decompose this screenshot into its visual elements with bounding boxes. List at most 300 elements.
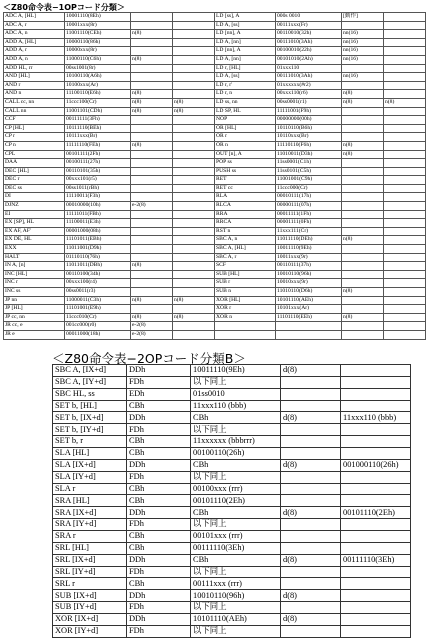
- table-cell: [281, 436, 341, 448]
- table-cell: 00101110(2Eh): [191, 495, 281, 507]
- table-cell: [384, 262, 426, 271]
- table1-row: [4, 279, 426, 288]
- table-cell: NOP: [215, 116, 276, 125]
- table-cell: SLA [HL]: [53, 448, 127, 460]
- table-cell: [276, 322, 342, 331]
- table-cell: 11011001(D9h): [65, 245, 131, 254]
- table-cell: [342, 270, 384, 279]
- table-cell: [131, 279, 173, 288]
- table-cell: [173, 288, 215, 297]
- table-cell: 11xxx111(Cr): [276, 227, 342, 236]
- table-cell: RET cc: [215, 184, 276, 193]
- table-cell: [384, 141, 426, 150]
- table-cell: 10010110(96h): [276, 270, 342, 279]
- table-cell: [281, 625, 341, 637]
- table-cell: [173, 90, 215, 99]
- table2-row: [53, 614, 411, 626]
- table1-row: [4, 133, 426, 142]
- table-cell: 11101001(E9h): [65, 305, 131, 314]
- table-cell: [173, 30, 215, 39]
- table-cell: OR n: [215, 141, 276, 150]
- table-cell: [384, 270, 426, 279]
- table-cell: SET b, [IX+d]: [53, 412, 127, 424]
- table-cell: n(8): [342, 90, 384, 99]
- table-cell: [173, 150, 215, 159]
- table-cell: [342, 245, 384, 254]
- table-cell: SET b, [IY+d]: [53, 424, 127, 436]
- table-cell: [276, 330, 342, 339]
- table-cell: [384, 21, 426, 30]
- table1-title: ＜Z80命令表−1OPコード分類＞: [3, 3, 125, 12]
- table-cell: ADD A, [HL]: [4, 38, 65, 47]
- table-cell: [131, 193, 173, 202]
- table-cell: 11001001(C9h): [276, 176, 342, 185]
- table-cell: CBh: [127, 495, 191, 507]
- table-cell: [342, 184, 384, 193]
- table-cell: [173, 270, 215, 279]
- table-cell: 11110011(F3h): [65, 193, 131, 202]
- table1-row: [4, 159, 426, 168]
- table-cell: 00xxx100(r4): [65, 279, 131, 288]
- table-cell: [131, 253, 173, 262]
- table-cell: CBh: [191, 459, 281, 471]
- table-cell: [342, 322, 384, 331]
- table-cell: SRL r: [53, 578, 127, 590]
- table-cell: [342, 124, 384, 133]
- table-cell: [281, 376, 341, 388]
- table-cell: SBC A, [IY+d]: [53, 376, 127, 388]
- table-cell: FDh: [127, 376, 191, 388]
- table-cell: DDh: [127, 554, 191, 566]
- table2-row: [53, 495, 411, 507]
- table1-row: [4, 262, 426, 271]
- table-cell: [342, 107, 384, 116]
- table-cell: 11101110(EEh): [276, 313, 342, 322]
- table-cell: 11100011(E3h): [65, 219, 131, 228]
- table-cell: HALT: [4, 253, 65, 262]
- table-cell: 01110110(76h): [65, 253, 131, 262]
- table-cell: RRA: [215, 210, 276, 219]
- table2-row: [53, 578, 411, 590]
- table-cell: [384, 159, 426, 168]
- table-cell: SUB [HL]: [215, 270, 276, 279]
- table-cell: SLA r: [53, 483, 127, 495]
- table-cell: LD [nn], A: [215, 47, 276, 56]
- table-cell: CBh: [191, 412, 281, 424]
- table-cell: SRA [HL]: [53, 495, 127, 507]
- table-cell: 01xxxxxx(#r2): [276, 81, 342, 90]
- table-cell: CBh: [127, 400, 191, 412]
- table-cell: AND r: [4, 81, 65, 90]
- table-cell: SRL [IY+d]: [53, 566, 127, 578]
- table-cell: [173, 64, 215, 73]
- table-cell: n(8): [131, 296, 173, 305]
- table-cell: [131, 184, 173, 193]
- table-cell: 10011xxx(9r): [276, 253, 342, 262]
- table1-row: [4, 116, 426, 125]
- table-cell: SBC HL, ss: [53, 388, 127, 400]
- table-cell: 00101010(2Ah): [276, 55, 342, 64]
- table-cell: CBh: [127, 542, 191, 554]
- table-cell: [384, 176, 426, 185]
- table-cell: ADD HL, rr: [4, 64, 65, 73]
- table-cell: 01xxx110: [276, 64, 342, 73]
- table-cell: [131, 176, 173, 185]
- table-cell: 11xxx110 (bbb): [191, 400, 281, 412]
- table1-row: [4, 253, 426, 262]
- table1-row: [4, 305, 426, 314]
- table-cell: FDh: [127, 471, 191, 483]
- table-cell: 以下同上: [191, 376, 281, 388]
- table-cell: d(8): [281, 412, 341, 424]
- table-cell: [384, 150, 426, 159]
- table-cell: [341, 531, 411, 543]
- table-cell: [173, 245, 215, 254]
- table-cell: [341, 602, 411, 614]
- table-cell: [341, 436, 411, 448]
- table-cell: 00100xxx (rrr): [191, 483, 281, 495]
- table-cell: d(8): [281, 365, 341, 377]
- table2-row: [53, 376, 411, 388]
- table-cell: n(8): [173, 98, 215, 107]
- table-cell: DDh: [127, 590, 191, 602]
- table-cell: DJNZ: [4, 202, 65, 211]
- table-cell: 00111111(3Fh): [65, 116, 131, 125]
- table-cell: d(8): [281, 614, 341, 626]
- table-cell: [341, 566, 411, 578]
- table-cell: [342, 219, 384, 228]
- table2-row: [53, 590, 411, 602]
- table-cell: [341, 590, 411, 602]
- table1-row: [4, 73, 426, 82]
- table-cell: PUSH ss: [215, 167, 276, 176]
- table1-row: [4, 236, 426, 245]
- table-cell: [281, 448, 341, 460]
- table1-row: [4, 210, 426, 219]
- table-cell: [281, 388, 341, 400]
- table-cell: 11xxx110 (bbb): [341, 412, 411, 424]
- table-cell: [384, 184, 426, 193]
- table-cell: [173, 167, 215, 176]
- table-cell: XOR [IX+d]: [53, 614, 127, 626]
- table-cell: XOR n: [215, 313, 276, 322]
- table-cell: 00100110(26h): [191, 448, 281, 460]
- table-cell: JR e: [4, 330, 65, 339]
- table-cell: nn(16): [342, 30, 384, 39]
- table-cell: 00xxx110(r6): [276, 90, 342, 99]
- table-cell: 10011110(9Eh): [191, 365, 281, 377]
- table-cell: EXX: [4, 245, 65, 254]
- table-cell: [384, 116, 426, 125]
- table-cell: n(8): [131, 141, 173, 150]
- table-cell: [281, 566, 341, 578]
- table-cell: [131, 159, 173, 168]
- table-cell: OR [HL]: [215, 124, 276, 133]
- table-cell: [131, 227, 173, 236]
- table-cell: [173, 47, 215, 56]
- table-cell: [173, 13, 215, 22]
- table-cell: [384, 288, 426, 297]
- table-cell: [341, 471, 411, 483]
- table-cell: [384, 330, 426, 339]
- table2-row: [53, 471, 411, 483]
- table-cell: [131, 305, 173, 314]
- table-cell: [384, 13, 426, 22]
- table-cell: 10001xxx(8r): [65, 21, 131, 30]
- table-cell: 10000110(86h): [65, 38, 131, 47]
- table-cell: [173, 330, 215, 339]
- table-cell: [131, 38, 173, 47]
- table-cell: [173, 141, 215, 150]
- table-cell: CP n: [4, 141, 65, 150]
- table-cell: 以下同上: [191, 424, 281, 436]
- table-cell: IN A, [n]: [4, 262, 65, 271]
- table-cell: [342, 81, 384, 90]
- table-cell: [342, 279, 384, 288]
- table-cell: [342, 176, 384, 185]
- table-cell: [173, 219, 215, 228]
- table-cell: 10010110(96h): [191, 590, 281, 602]
- table-cell: 10011110(9Eh): [276, 245, 342, 254]
- table-cell: DDh: [127, 412, 191, 424]
- table-cell: [173, 116, 215, 125]
- table-cell: [384, 38, 426, 47]
- table-cell: [131, 150, 173, 159]
- table2-row: [53, 602, 411, 614]
- table-cell: 11ccc010(Cr): [65, 313, 131, 322]
- table-cell: SCF: [215, 262, 276, 271]
- table-cell: 以下同上: [191, 471, 281, 483]
- table-cell: 00000111(07h): [276, 202, 342, 211]
- table-cell: LD r, n: [215, 90, 276, 99]
- table-cell: [215, 330, 276, 339]
- table2-row: [53, 554, 411, 566]
- table-cell: [384, 219, 426, 228]
- table-cell: [131, 270, 173, 279]
- table1-row: [4, 245, 426, 254]
- table-cell: 11ss0001(C1h): [276, 159, 342, 168]
- table-cell: [341, 614, 411, 626]
- table-cell: FDh: [127, 625, 191, 637]
- table-cell: [384, 90, 426, 99]
- table-cell: 10010xxx(9r): [276, 279, 342, 288]
- table-cell: n(8): [131, 313, 173, 322]
- table-cell: 11010110(D6h): [276, 288, 342, 297]
- table-cell: [342, 21, 384, 30]
- table2-row: [53, 566, 411, 578]
- table-cell: d(8): [281, 590, 341, 602]
- table2-row: [53, 388, 411, 400]
- table-cell: [281, 519, 341, 531]
- table-cell: 11111110(FEh): [65, 141, 131, 150]
- table-cell: [384, 133, 426, 142]
- table-cell: 00ss1011(rBh): [65, 184, 131, 193]
- table-cell: 11000011(C3h): [65, 296, 131, 305]
- table-cell: 00111xxx (rrr): [191, 578, 281, 590]
- table-cell: n(8): [342, 98, 384, 107]
- table-cell: [281, 602, 341, 614]
- table-cell: [342, 262, 384, 271]
- table-cell: [173, 184, 215, 193]
- table1-container: [3, 12, 425, 340]
- table-cell: LD r, r': [215, 81, 276, 90]
- table-cell: n(8): [131, 55, 173, 64]
- table-cell: 001cc000(r0): [65, 322, 131, 331]
- table-cell: [173, 133, 215, 142]
- table-cell: DDh: [127, 614, 191, 626]
- table-cell: XOR [HL]: [215, 296, 276, 305]
- table-cell: [131, 64, 173, 73]
- table-cell: [341, 483, 411, 495]
- table-cell: e-2(8): [131, 202, 173, 211]
- table-cell: n(8): [342, 313, 384, 322]
- table1-row: [4, 98, 426, 107]
- table-cell: n(8): [173, 107, 215, 116]
- table-cell: 10111xxx(Br): [65, 133, 131, 142]
- table-cell: [131, 133, 173, 142]
- table-cell: INC r: [4, 279, 65, 288]
- table-cell: SBC A, r: [215, 253, 276, 262]
- table-cell: 00101111(2Fh): [65, 150, 131, 159]
- table-cell: JP nn: [4, 296, 65, 305]
- table-cell: EX [SP], HL: [4, 219, 65, 228]
- table-cell: SRA [IY+d]: [53, 519, 127, 531]
- table2-row: [53, 424, 411, 436]
- table-cell: 00111110(3Eh): [191, 542, 281, 554]
- table-cell: 00010111(17h): [276, 193, 342, 202]
- table-cell: [384, 227, 426, 236]
- table-cell: [342, 330, 384, 339]
- table-cell: JP [HL]: [4, 305, 65, 314]
- table-cell: SUB n: [215, 288, 276, 297]
- table-cell: [173, 279, 215, 288]
- table-cell: [281, 542, 341, 554]
- table-cell: 11ccc100(Cr): [65, 98, 131, 107]
- table-cell: [342, 193, 384, 202]
- table1-row: [4, 55, 426, 64]
- table-cell: DEC r: [4, 176, 65, 185]
- table-cell: 00101xxx (rrr): [191, 531, 281, 543]
- table-cell: LD [ss], A: [215, 13, 276, 22]
- table-cell: [173, 305, 215, 314]
- table-cell: 11ss0101(C5h): [276, 167, 342, 176]
- table-cell: [384, 296, 426, 305]
- table-cell: SRL [HL]: [53, 542, 127, 554]
- table-cell: n(8): [173, 296, 215, 305]
- table-cell: DDh: [127, 365, 191, 377]
- table-cell: [384, 202, 426, 211]
- table-cell: POP ss: [215, 159, 276, 168]
- table1-row: [4, 90, 426, 99]
- table-cell: [173, 253, 215, 262]
- table1-row: [4, 124, 426, 133]
- table-cell: 11000110(C6h): [65, 55, 131, 64]
- table-cell: 000s 0010: [276, 13, 342, 22]
- table1-row: [4, 330, 426, 339]
- table-cell: [384, 64, 426, 73]
- table-cell: 11010011(D3h): [276, 150, 342, 159]
- table-cell: [384, 322, 426, 331]
- table-cell: 01ss0010: [191, 388, 281, 400]
- table1-row: [4, 167, 426, 176]
- table-cell: 00xxx101(r5): [65, 176, 131, 185]
- table-cell: e-2(8): [131, 330, 173, 339]
- table-cell: [131, 13, 173, 22]
- table-cell: JP cc, nn: [4, 313, 65, 322]
- table-cell: RET: [215, 176, 276, 185]
- table-cell: d(8): [281, 507, 341, 519]
- table-cell: [173, 73, 215, 82]
- table-cell: EDh: [127, 388, 191, 400]
- table-cell: [342, 64, 384, 73]
- table-cell: [384, 253, 426, 262]
- table2-container: [52, 364, 410, 638]
- table-cell: 10110110(B6h): [276, 124, 342, 133]
- table1-row: [4, 64, 426, 73]
- table-cell: [342, 210, 384, 219]
- table-cell: CALL cc, nn: [4, 98, 65, 107]
- table-cell: [281, 424, 341, 436]
- table-cell: CBh: [127, 448, 191, 460]
- table-cell: [173, 262, 215, 271]
- table-cell: 11001101(CDh): [65, 107, 131, 116]
- table-cell: LD A, [nn]: [215, 55, 276, 64]
- table-cell: 10110xxx(Br): [276, 133, 342, 142]
- table-cell: 00000000(00h): [276, 116, 342, 125]
- table-cell: LD SP, HL: [215, 107, 276, 116]
- table1-row: [4, 107, 426, 116]
- table-cell: 10111110(BEh): [65, 124, 131, 133]
- table-cell: SRA [IX+d]: [53, 507, 127, 519]
- table-cell: SBC A, [IX+d]: [53, 365, 127, 377]
- table-cell: SUB [IX+d]: [53, 590, 127, 602]
- table-cell: [281, 531, 341, 543]
- table1-row: [4, 47, 426, 56]
- table-cell: LD ss, nn: [215, 98, 276, 107]
- table-cell: 00011000(18h): [65, 330, 131, 339]
- table-cell: RST n: [215, 227, 276, 236]
- table2-row: [53, 436, 411, 448]
- table-cell: [342, 116, 384, 125]
- table-cell: XOR r: [215, 305, 276, 314]
- table-cell: EX DE, HL: [4, 236, 65, 245]
- table-cell: [281, 495, 341, 507]
- table-cell: n(8): [131, 30, 173, 39]
- table-cell: LD A, [ss]: [215, 73, 276, 82]
- table-cell: d(8): [281, 554, 341, 566]
- table-cell: [341, 542, 411, 554]
- table1-row: [4, 288, 426, 297]
- table-cell: 00110100(34h): [65, 270, 131, 279]
- table-cell: [動作]: [342, 13, 384, 22]
- table1-row: [4, 176, 426, 185]
- table-cell: n(8): [384, 98, 426, 107]
- table-cell: [384, 313, 426, 322]
- table-cell: AND [HL]: [4, 73, 65, 82]
- table-cell: [131, 21, 173, 30]
- table-cell: [341, 578, 411, 590]
- table-cell: 以下同上: [191, 602, 281, 614]
- table-cell: [215, 322, 276, 331]
- table-cell: [384, 47, 426, 56]
- table-cell: SUB r: [215, 279, 276, 288]
- table-cell: 11111001(F9h): [276, 107, 342, 116]
- table-cell: n(8): [342, 141, 384, 150]
- table-cell: n(8): [342, 150, 384, 159]
- table-cell: [341, 625, 411, 637]
- table-cell: RLA: [215, 193, 276, 202]
- table-cell: 11110110(F6h): [276, 141, 342, 150]
